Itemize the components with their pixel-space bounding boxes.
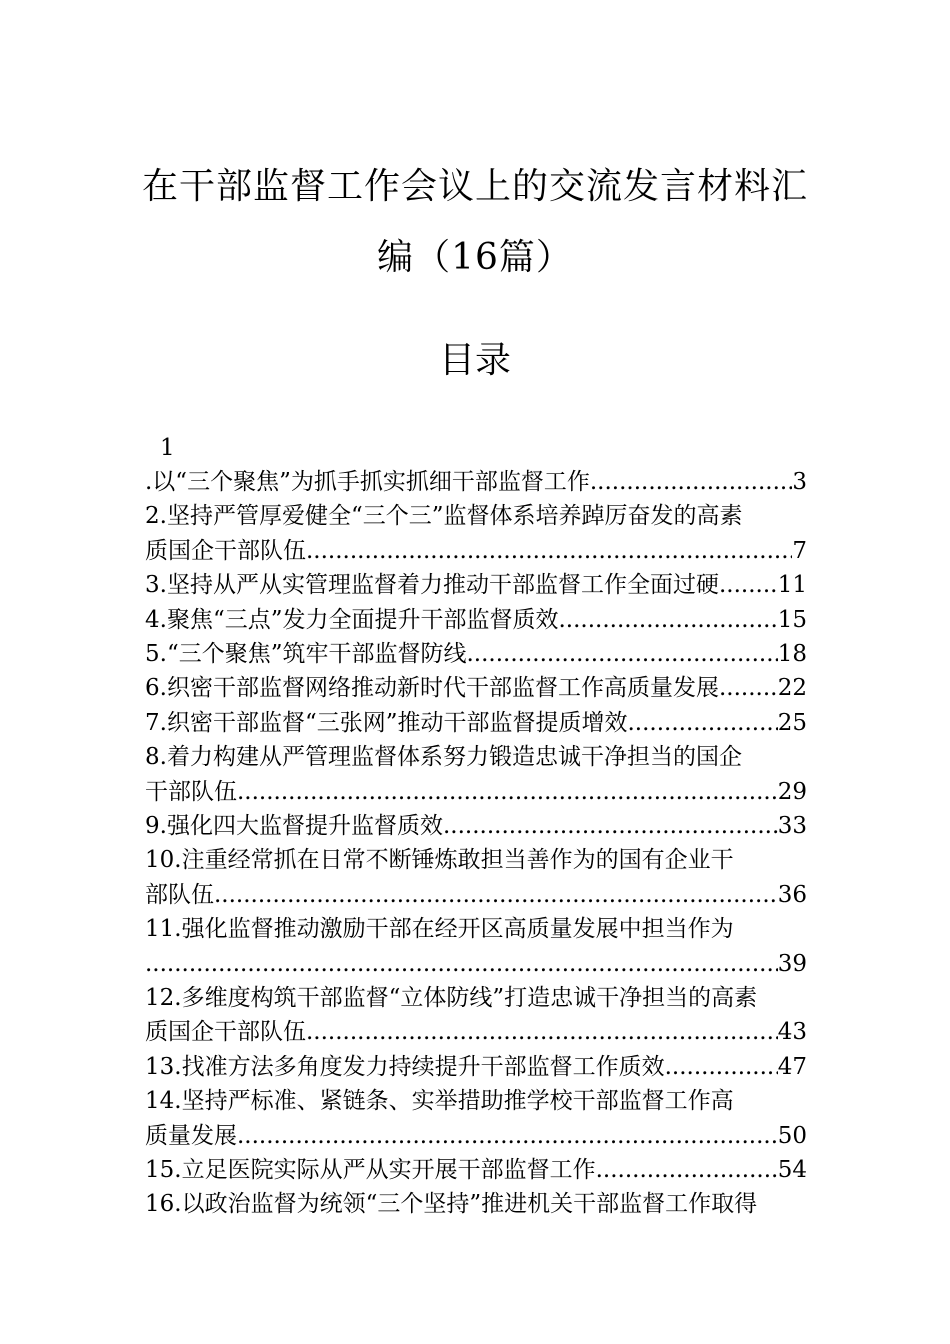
toc-entry-title: 5.“三个聚焦”筑牢干部监督防线: [145, 641, 467, 667]
toc-entry-line[interactable]: [145, 1086, 807, 1116]
toc-entry-title: 16.以政治监督为统领“三个坚持”推进机关干部监督工作取得: [145, 1191, 758, 1218]
toc-page-number: 54: [777, 1157, 807, 1183]
document-title-line-2: 编（16篇）: [377, 237, 573, 278]
toc-leader-dots: [558, 605, 777, 635]
toc-entry-title: 干部队伍: [145, 778, 237, 805]
toc-entry-line[interactable]: [145, 949, 807, 979]
toc-entry-title: 质国企干部队伍: [145, 537, 306, 564]
toc-leader-dots: [214, 880, 778, 910]
toc-entry-line[interactable]: [145, 501, 807, 531]
toc-leader-dots: [665, 1052, 778, 1082]
toc-entry-line[interactable]: [145, 1017, 807, 1047]
toc-page-number: 11: [777, 572, 807, 599]
toc-entry-title: 6.织密干部监督网络推动新时代干部监督工作高质量发展: [145, 675, 719, 702]
toc-page-number: 47: [777, 1053, 807, 1080]
toc-entry-title: 9.强化四大监督提升监督质效: [145, 813, 443, 839]
toc-entry-line[interactable]: [145, 708, 807, 738]
toc-leader-dots: [466, 639, 777, 669]
toc-page-number: 3: [792, 469, 807, 495]
toc-page-number: 36: [777, 881, 807, 908]
toc-leader-dots: [237, 1121, 778, 1151]
toc-entry-line[interactable]: [145, 1052, 807, 1082]
toc-entry-line[interactable]: [145, 845, 807, 875]
toc-entry-title: 10.注重经常抓在日常不断锤炼敢担当善作为的国有企业干: [145, 847, 734, 874]
toc-entry-line[interactable]: [145, 536, 807, 566]
toc-entry-line[interactable]: [145, 1121, 807, 1151]
toc-entry-line[interactable]: [145, 914, 807, 944]
toc-leader-dots: [719, 570, 778, 600]
toc-page-number: 50: [777, 1122, 807, 1149]
toc-entry-line[interactable]: [145, 673, 807, 703]
toc-entry-line[interactable]: [145, 570, 807, 600]
toc-leader-dots: [306, 536, 792, 566]
toc-entry-title: .以“三个聚焦”为抓手抓实抓细干部监督工作: [145, 469, 590, 495]
toc-entry-line[interactable]: [145, 880, 807, 910]
toc-entry-line[interactable]: [145, 605, 807, 635]
toc-page-number: 39: [777, 950, 807, 977]
toc-leader-dots: [590, 467, 793, 497]
toc-entry-title: 3.坚持从严从实管理监督着力推动干部监督工作全面过硬: [145, 572, 719, 599]
toc-leader-dots: [306, 1017, 778, 1047]
toc-entry-line[interactable]: [145, 777, 807, 807]
document-title-line-1: 在干部监督工作会议上的交流发言材料汇: [141, 166, 808, 207]
toc-entry-title: 7.织密干部监督“三张网”推动干部监督提质增效: [145, 709, 628, 736]
toc-entry-line[interactable]: [145, 983, 807, 1013]
toc-entry-line[interactable]: [145, 811, 807, 841]
toc-page-number: 15: [777, 606, 807, 633]
toc-page-number: 25: [777, 709, 807, 736]
toc-leader-dots: [719, 673, 778, 703]
toc-entry-title: 11.强化监督推动激励干部在经开区高质量发展中担当作为: [145, 916, 734, 943]
toc-heading: 目录: [438, 340, 511, 381]
toc-page-number: 22: [777, 675, 807, 702]
toc-entry-title: 质国企干部队伍: [145, 1019, 306, 1046]
toc-entry-title: 15.立足医院实际从严从实开展干部监督工作: [145, 1157, 596, 1183]
toc-leader-dots: [237, 777, 778, 807]
toc-page-number: 18: [777, 641, 807, 667]
toc-leader-dots: [627, 708, 777, 738]
toc-entry-title: 质量发展: [145, 1122, 237, 1149]
toc-page-number: 29: [777, 778, 807, 805]
toc-entry-title: 2.坚持严管厚爱健全“三个三”监督体系培养踔厉奋发的高素: [145, 503, 743, 530]
toc-entry-title: 部队伍: [145, 881, 214, 908]
toc-entry-title: 14.坚持严标准、紧链条、实举措助推学校干部监督工作高: [145, 1088, 734, 1115]
toc-entry-line[interactable]: [145, 639, 807, 669]
toc-first-item-number: 1: [160, 435, 175, 461]
toc-entry-line[interactable]: [145, 1155, 807, 1185]
toc-entry-title: 4.聚焦“三点”发力全面提升干部监督质效: [145, 606, 559, 633]
toc-entry-line[interactable]: [145, 742, 807, 772]
toc-leader-dots: [443, 811, 778, 841]
toc-page-number: 43: [777, 1019, 807, 1046]
toc-page-number: 33: [777, 813, 807, 839]
toc-entry-title: 12.多维度构筑干部监督“立体防线”打造忠诚干净担当的高素: [145, 985, 758, 1011]
toc-leader-dots: [596, 1155, 778, 1185]
toc-entry-title: 8.着力构建从严管理监督体系努力锻造忠诚干净担当的国企: [145, 744, 742, 771]
toc-leader-dots: [145, 949, 778, 979]
toc-page-number: 7: [792, 537, 807, 564]
toc-entry-line[interactable]: [145, 467, 807, 497]
toc-entry-title: 13.找准方法多角度发力持续提升干部监督工作质效: [145, 1053, 665, 1080]
toc-entry-line[interactable]: [145, 1189, 807, 1219]
